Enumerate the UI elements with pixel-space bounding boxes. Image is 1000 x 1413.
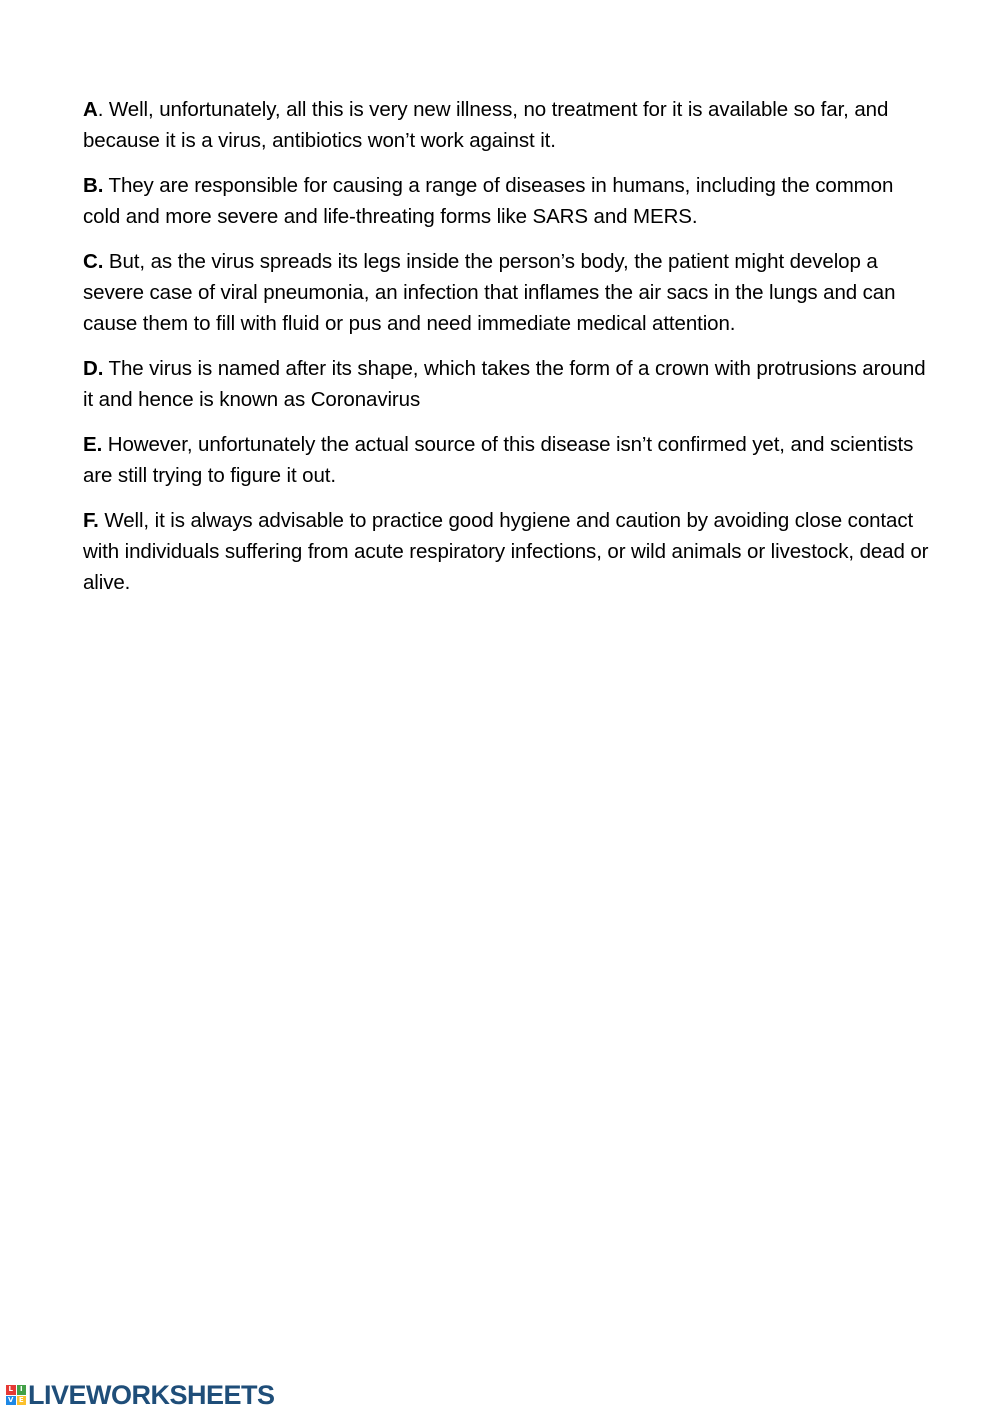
- logo-mark-letter: V: [6, 1396, 16, 1406]
- paragraph-text: Well, it is always advisable to practice good hygiene and caution by avoiding close contact with individuals suffering from acute respiratory infections, or wild animals or livestock, dead or alive.: [83, 509, 929, 594]
- liveworksheets-logo[interactable]: [6, 1380, 275, 1410]
- paragraph-letter: B.: [83, 174, 104, 197]
- logo-mark-icon: [6, 1385, 26, 1405]
- logo-text: LIVEWORKSHEETS: [28, 1379, 275, 1410]
- logo-mark-letter: I: [17, 1385, 27, 1395]
- paragraph-f: [83, 505, 933, 598]
- paragraph-text: . Well, unfortunately, all this is very new illness, no treatment for it is available so far, and because it is a virus, antibiotics won’t work against it.: [83, 98, 889, 152]
- logo-mark-letter: E: [17, 1396, 27, 1406]
- paragraph-text: They are responsible for causing a range of diseases in humans, including the common cold and more severe and life-threating forms like SARS and MERS.: [83, 174, 894, 228]
- paragraph-e: [83, 429, 933, 491]
- paragraph-d: [83, 353, 933, 415]
- paragraph-letter: C.: [83, 250, 104, 273]
- paragraph-letter: A: [83, 98, 98, 121]
- paragraph-list: [83, 94, 933, 612]
- paragraph-text: The virus is named after its shape, which takes the form of a crown with protrusions around it and hence is known as Coronavirus: [83, 357, 926, 411]
- paragraph-b: [83, 170, 933, 232]
- paragraph-a: [83, 94, 933, 156]
- paragraph-letter: F.: [83, 509, 99, 532]
- paragraph-letter: E.: [83, 433, 103, 456]
- paragraph-letter: D.: [83, 357, 104, 380]
- paragraph-c: [83, 246, 933, 339]
- paragraph-text: However, unfortunately the actual source of this disease isn’t confirmed yet, and scientists are still trying to figure it out.: [83, 433, 914, 487]
- logo-mark-letter: L: [6, 1385, 16, 1395]
- paragraph-text: But, as the virus spreads its legs inside the person’s body, the patient might develop a severe case of viral pneumonia, an infection that inflames the air sacs in the lungs and can cause them to fill with fluid or pus and need immediate medical attention.: [83, 250, 896, 335]
